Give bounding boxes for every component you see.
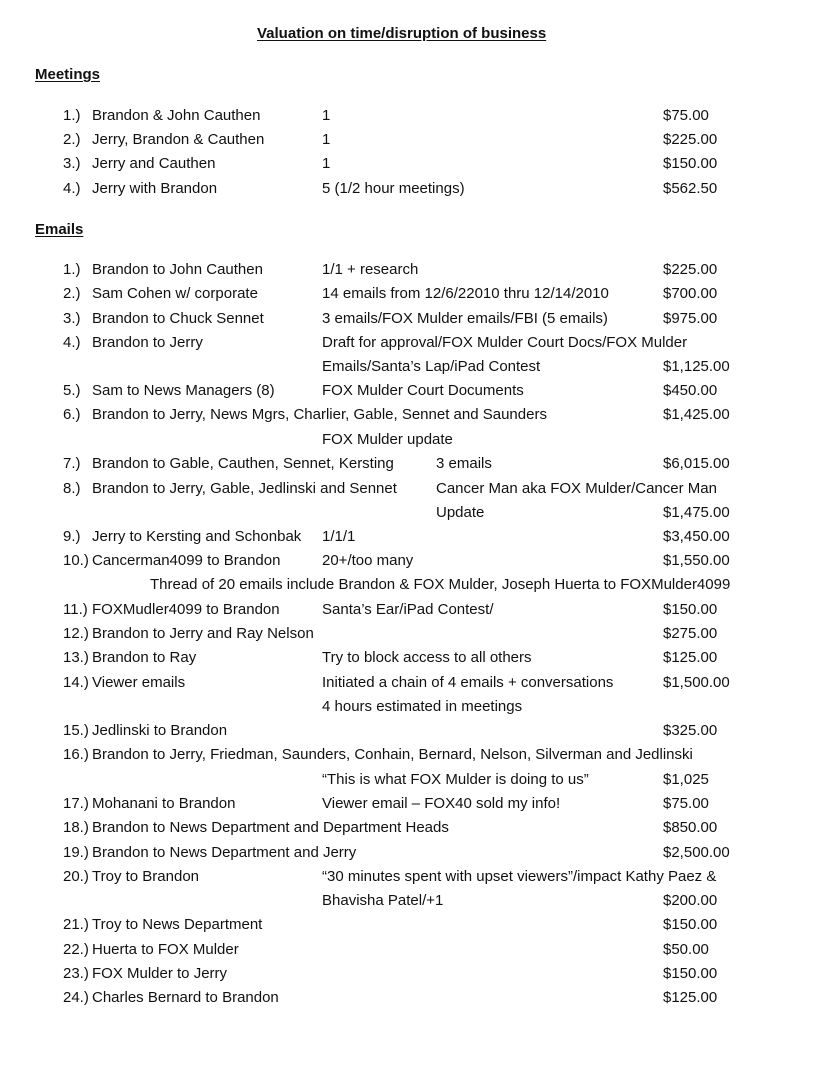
email-detail: “30 minutes spent with upset viewers”/impact Kathy Paez & — [322, 868, 717, 885]
email-number: 2.) — [63, 285, 81, 302]
email-detail: 1/1/1 — [322, 528, 356, 545]
meeting-amount: $225.00 — [663, 131, 718, 148]
email-detail: Viewer email – FOX40 sold my info! — [322, 795, 561, 812]
email-detail: Santa’s Ear/iPad Contest/ — [322, 601, 494, 618]
email-number: 3.) — [63, 310, 81, 327]
email-description: Charles Bernard to Brandon — [92, 989, 279, 1006]
email-description: Troy to News Department — [92, 916, 263, 933]
meeting-amount: $75.00 — [663, 107, 709, 124]
email-amount: $50.00 — [663, 941, 709, 958]
email-description: Jerry to Kersting and Schonbak — [92, 528, 302, 545]
email-amount: $150.00 — [663, 601, 718, 618]
email-number: 11.) — [63, 601, 88, 618]
meeting-description: Jerry, Brandon & Cauthen — [92, 131, 265, 148]
email-amount: $125.00 — [663, 989, 718, 1006]
email-description: Mohanani to Brandon — [92, 795, 236, 812]
page-title: Valuation on time/disruption of business — [257, 25, 547, 42]
email-description: FOXMudler4099 to Brandon — [92, 601, 280, 618]
email-description: Brandon to Jerry and Ray Nelson — [92, 625, 314, 642]
meeting-number: 1.) — [63, 107, 81, 124]
email-description: Brandon to Jerry, Friedman, Saunders, Conhain, Bernard, Nelson, Silverman and Jedlinski — [92, 746, 693, 763]
email-detail: FOX Mulder update — [322, 431, 453, 448]
email-amount: $450.00 — [663, 382, 718, 399]
email-description: Brandon to John Cauthen — [92, 261, 263, 278]
meeting-quantity: 1 — [322, 155, 331, 172]
email-detail: 1/1 + research — [322, 261, 419, 278]
email-number: 20.) — [63, 868, 89, 885]
email-amount: $1,025 — [663, 771, 709, 788]
meeting-number: 3.) — [63, 155, 81, 172]
email-amount: $2,500.00 — [663, 844, 730, 861]
email-detail: Initiated a chain of 4 emails + conversations — [322, 674, 614, 691]
email-detail: 20+/too many — [322, 552, 414, 569]
email-number: 9.) — [63, 528, 81, 545]
email-number: 24.) — [63, 989, 89, 1006]
email-amount: $275.00 — [663, 625, 718, 642]
email-number: 5.) — [63, 382, 81, 399]
email-amount: $150.00 — [663, 965, 718, 982]
email-number: 23.) — [63, 965, 89, 982]
email-description: Brandon to News Department and Department Heads — [92, 819, 449, 836]
email-description: Troy to Brandon — [92, 868, 199, 885]
email-amount: $850.00 — [663, 819, 718, 836]
email-detail: Draft for approval/FOX Mulder Court Docs/FOX Mulder — [322, 334, 688, 351]
email-description: Sam Cohen w/ corporate — [92, 285, 258, 302]
meeting-description: Brandon & John Cauthen — [92, 107, 261, 124]
email-detail: 3 emails — [436, 455, 492, 472]
email-description: Brandon to Ray — [92, 649, 197, 666]
email-description: Brandon to Jerry — [92, 334, 203, 351]
email-detail: 14 emails from 12/6/22010 thru 12/14/2010 — [322, 285, 609, 302]
email-description: Jedlinski to Brandon — [92, 722, 228, 739]
email-number: 21.) — [63, 916, 89, 933]
email-detail: FOX Mulder Court Documents — [322, 382, 524, 399]
email-detail: Cancer Man aka FOX Mulder/Cancer Man — [436, 480, 717, 497]
emails-heading: Emails — [35, 221, 84, 238]
email-number: 12.) — [63, 625, 89, 642]
email-number: 15.) — [63, 722, 89, 739]
meeting-description: Jerry with Brandon — [92, 180, 218, 197]
email-description: Viewer emails — [92, 674, 186, 691]
email-description: Cancerman4099 to Brandon — [92, 552, 281, 569]
meeting-description: Jerry and Cauthen — [92, 155, 216, 172]
email-number: 14.) — [63, 674, 89, 691]
email-number: 18.) — [63, 819, 89, 836]
email-number: 10.) — [63, 552, 89, 569]
email-number: 4.) — [63, 334, 81, 351]
email-amount: $1,500.00 — [663, 674, 730, 691]
email-amount: $225.00 — [663, 261, 718, 278]
email-amount: $200.00 — [663, 892, 718, 909]
email-amount: $975.00 — [663, 310, 718, 327]
meeting-number: 2.) — [63, 131, 81, 148]
meeting-amount: $150.00 — [663, 155, 718, 172]
email-detail: “This is what FOX Mulder is doing to us” — [322, 771, 589, 788]
email-description: FOX Mulder to Jerry — [92, 965, 228, 982]
email-detail-continued: Bhavisha Patel/+1 — [322, 892, 444, 909]
email-amount: $6,015.00 — [663, 455, 730, 472]
email-amount: $325.00 — [663, 722, 718, 739]
meeting-amount: $562.50 — [663, 180, 718, 197]
email-amount: $1,125.00 — [663, 358, 730, 375]
email-amount: $75.00 — [663, 795, 709, 812]
email-detail: 3 emails/FOX Mulder emails/FBI (5 emails) — [322, 310, 608, 327]
email-detail: Try to block access to all others — [322, 649, 532, 666]
email-amount: $1,550.00 — [663, 552, 730, 569]
email-description: Brandon to News Department and Jerry — [92, 844, 357, 861]
email-number: 8.) — [63, 480, 81, 497]
email-description: Brandon to Jerry, Gable, Jedlinski and Sennet — [92, 480, 397, 497]
meeting-number: 4.) — [63, 180, 81, 197]
email-detail-continued: 4 hours estimated in meetings — [322, 698, 523, 715]
email-number: 17.) — [63, 795, 89, 812]
email-description: Huerta to FOX Mulder — [92, 941, 239, 958]
email-number: 22.) — [63, 941, 89, 958]
email-number: 16.) — [63, 746, 89, 763]
email-number: 7.) — [63, 455, 81, 472]
email-description: Brandon to Jerry, News Mgrs, Charlier, Gable, Sennet and Saunders — [92, 406, 547, 423]
email-description: Sam to News Managers (8) — [92, 382, 275, 399]
meeting-quantity: 1 — [322, 131, 331, 148]
email-number: 13.) — [63, 649, 89, 666]
email-amount: $125.00 — [663, 649, 718, 666]
email-description: Brandon to Chuck Sennet — [92, 310, 264, 327]
email-number: 19.) — [63, 844, 89, 861]
email-amount: $1,475.00 — [663, 504, 730, 521]
email-amount: $3,450.00 — [663, 528, 730, 545]
email-amount: $1,425.00 — [663, 406, 730, 423]
email-detail-continued: Emails/Santa’s Lap/iPad Contest — [322, 358, 541, 375]
email-thread-note: Thread of 20 emails include Brandon & FOX Mulder, Joseph Huerta to FOXMulder4099 — [150, 576, 731, 593]
meeting-quantity: 5 (1/2 hour meetings) — [322, 180, 465, 197]
email-description: Brandon to Gable, Cauthen, Sennet, Kersting — [92, 455, 394, 472]
meetings-heading: Meetings — [35, 66, 101, 83]
email-amount: $700.00 — [663, 285, 718, 302]
meeting-quantity: 1 — [322, 107, 331, 124]
email-number: 1.) — [63, 261, 81, 278]
email-detail-continued: Update — [436, 504, 485, 521]
email-number: 6.) — [63, 406, 81, 423]
email-amount: $150.00 — [663, 916, 718, 933]
